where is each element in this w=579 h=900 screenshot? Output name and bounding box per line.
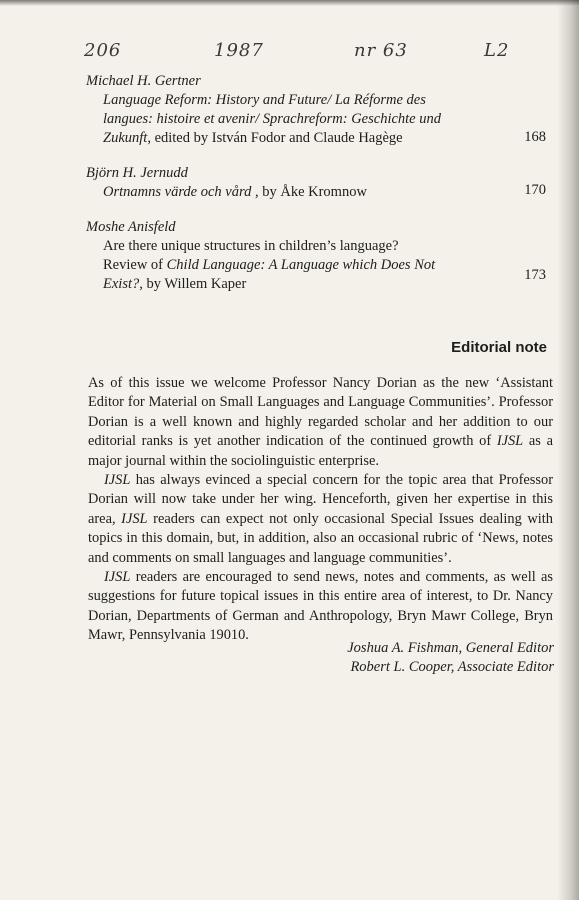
entry-page-number: 173 bbox=[524, 267, 546, 283]
entry-title-line1: Are there unique structures in children’s language? bbox=[103, 238, 399, 254]
page-top-edge bbox=[0, 0, 579, 6]
editorial-paragraph bbox=[88, 374, 553, 471]
paragraph-text: As of this issue we welcome Professor Nancy Dorian as the new ‘Assistant Editor for Material on Small Languages and Language Communities’. Professor Dorian is a well known and highly regarded scholar and her addition to our editorial ranks is yet another indication of the continued growth of bbox=[88, 375, 553, 450]
editorial-heading: Editorial note bbox=[451, 339, 547, 356]
contents-entry bbox=[86, 72, 546, 148]
entry-author: Moshe Anisfeld bbox=[86, 219, 176, 235]
journal-abbrev: IJSL bbox=[104, 472, 131, 489]
entry-title bbox=[103, 91, 463, 148]
paragraph-text: as a major journal within the sociolinguistic enterprise. bbox=[88, 433, 553, 469]
entry-title bbox=[103, 183, 546, 202]
entry-title-suffix: , edited by István Fodor and Claude Hagège bbox=[147, 130, 403, 146]
journal-abbrev: IJSL bbox=[104, 569, 131, 586]
page-binding-shadow bbox=[557, 0, 579, 900]
signature-associate-editor: Robert L. Cooper, Associate Editor bbox=[350, 659, 554, 675]
handwritten-mark-right: L2 bbox=[484, 40, 510, 61]
entry-title-suffix: , by Åke Kromnow bbox=[251, 184, 367, 200]
paragraph-text: readers are encouraged to send news, notes and comments, as well as suggestions for future topical issues in this entire area of interest, to Dr. Nancy Dorian, Departments of German and Anthropology, Bryn Mawr College, Bryn Mawr, Pennsylvania 19010. bbox=[88, 569, 553, 644]
paragraph-text: readers can expect not only occasional Special Issues dealing with topics in this domain, but, in addition, also an occasional rubric of ‘News, notes and comments on small languages and language communities’. bbox=[88, 510, 553, 566]
handwritten-number: nr 63 bbox=[354, 40, 408, 61]
editorial-body bbox=[88, 374, 553, 646]
handwritten-mark-left: 206 bbox=[84, 40, 122, 61]
journal-abbrev: IJSL bbox=[121, 510, 148, 527]
entry-page-number: 170 bbox=[524, 182, 546, 198]
entry-author: Michael H. Gertner bbox=[86, 73, 201, 89]
entry-author: Björn H. Jernudd bbox=[86, 165, 188, 181]
entry-review-prefix: Review of bbox=[103, 257, 167, 273]
entry-title-italic: Child Language: A Language which Does Not Exist? bbox=[103, 257, 436, 292]
entry-title-suffix: , by Willem Kaper bbox=[139, 276, 247, 292]
entry-title-italic: Ortnamns värde och vård bbox=[103, 184, 252, 200]
editorial-paragraph bbox=[88, 568, 553, 646]
entry-title bbox=[103, 237, 453, 294]
entry-title-italic: Language Reform: History and Future/ La Réforme des langues: histoire et avenir/ Sprachreform: Geschichte und Zukunft bbox=[103, 92, 441, 146]
editorial-paragraph bbox=[88, 471, 553, 568]
signature-general-editor: Joshua A. Fishman, General Editor bbox=[347, 640, 554, 656]
contents-entry bbox=[86, 218, 546, 294]
entry-page-number: 168 bbox=[524, 129, 546, 145]
paragraph-text: has always evinced a special concern for the topic area that Professor Dorian will now take under her wing. Henceforth, given her expertise in this area, bbox=[88, 472, 553, 527]
journal-abbrev: IJSL bbox=[496, 433, 524, 450]
contents-entry bbox=[86, 164, 546, 202]
handwritten-year: 1987 bbox=[214, 40, 264, 61]
